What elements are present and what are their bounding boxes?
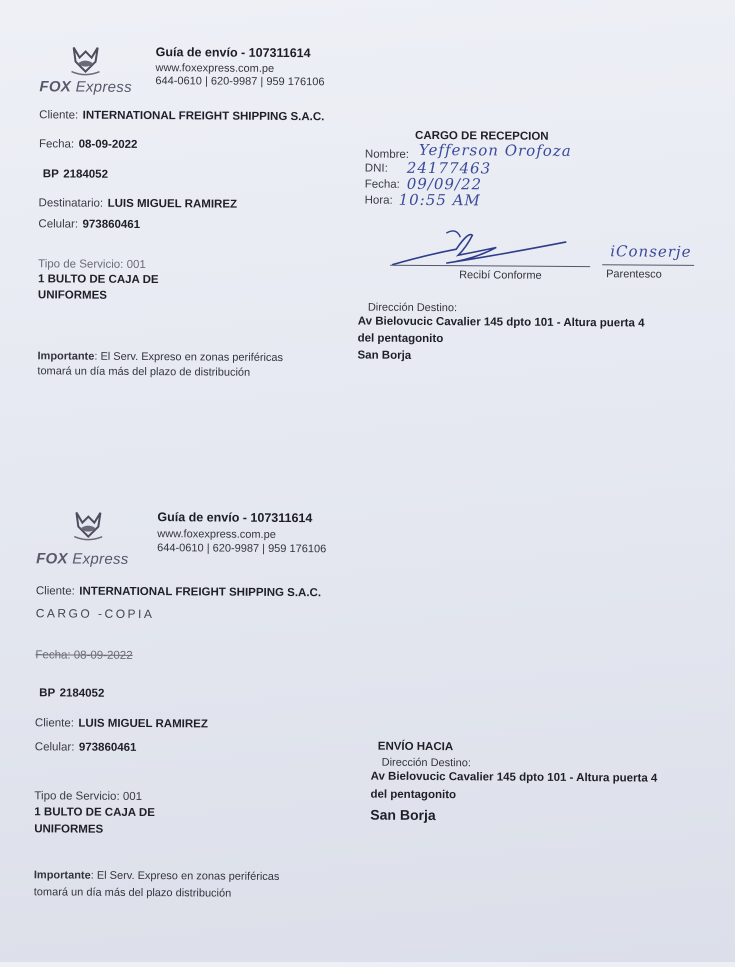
reception-dni-handwritten: 24177463 <box>406 158 492 178</box>
destination-address-1: Av Bielovucic Cavalier 145 dpto 101 - Altura puerta 4 <box>357 315 645 330</box>
important-note-1-copy <box>34 869 280 883</box>
destination-address-2: del pentagonito <box>357 332 444 346</box>
bp-row-copy <box>39 683 104 701</box>
ship-to-label: ENVÍO HACIA <box>377 740 454 754</box>
reception-name-handwritten: Yefferson Orofoza <box>418 140 572 160</box>
guide-title: Guía de envío - 107311614 <box>155 45 311 61</box>
guide-title-copy: Guía de envío - 107311614 <box>157 510 313 526</box>
bp-row <box>43 164 108 182</box>
phone-value: 973860461 <box>82 218 141 231</box>
reception-name-label: Nombre: <box>364 148 410 161</box>
bp-label: BP <box>42 168 59 181</box>
service-label-copy: Tipo de Servicio: <box>34 790 120 803</box>
reception-date-label: Fecha: <box>364 178 400 191</box>
phone-value-copy: 973860461 <box>78 741 137 754</box>
recipient-label-copy: Cliente: <box>34 717 74 730</box>
service-row <box>38 258 146 271</box>
service-row-copy <box>34 790 142 803</box>
guide-website: www.foxexpress.com.pe <box>155 62 275 75</box>
recipient-name-copy: LUIS MIGUEL RAMIREZ <box>78 717 208 731</box>
guide-phones: 644-0610 | 620-9987 | 959 176106 <box>155 75 325 89</box>
service-description-2: UNIFORMES <box>37 289 107 302</box>
brand-logo-text-copy <box>36 550 129 568</box>
phone-label-copy: Celular: <box>34 741 75 754</box>
relation-line <box>602 264 694 266</box>
destination-district: San Borja <box>357 349 412 362</box>
important-text-1-copy: : El Serv. Expreso en zonas periféricas <box>90 869 280 883</box>
service-description-2-copy: UNIFORMES <box>34 823 104 836</box>
sender-name-copy: INTERNATIONAL FREIGHT SHIPPING S.A.C. <box>79 585 322 600</box>
important-label: Importante <box>37 350 95 363</box>
brand-name-italic-copy: Express <box>72 550 129 568</box>
phone-row <box>38 214 140 233</box>
recipient-row-copy <box>35 713 208 732</box>
date-row-copy <box>35 649 132 662</box>
important-note-2: tomará un día más del plazo de distribución <box>37 365 251 379</box>
reception-date-handwritten: 09/09/22 <box>406 174 483 194</box>
recipient-name: LUIS MIGUEL RAMIREZ <box>107 197 238 211</box>
brand-name-bold: FOX <box>39 78 72 96</box>
reception-title: CARGO DE RECEPCION <box>415 129 549 143</box>
service-code: 001 <box>126 258 146 272</box>
top-guide-section <box>0 0 735 379</box>
important-label-copy: Importante <box>33 869 91 882</box>
destination-label-copy: Dirección Destino: <box>381 756 471 770</box>
relation-handwritten: iConserje <box>610 242 692 261</box>
recipient-row <box>39 193 238 212</box>
reception-time-label: Hora: <box>364 194 393 207</box>
sender-row-copy <box>36 581 321 601</box>
phone-row-copy <box>35 737 137 756</box>
service-description-1-copy: 1 BULTO DE CAJA DE <box>34 806 155 820</box>
bp-value: 2184052 <box>63 168 109 181</box>
brand-name-bold-copy: FOX <box>36 550 68 568</box>
sender-row <box>39 105 324 125</box>
date-value: 08-09-2022 <box>78 138 138 151</box>
brand-logo-text <box>39 78 132 96</box>
recipient-label: Destinatario: <box>38 197 104 210</box>
bp-value-copy: 2184052 <box>59 687 105 700</box>
fox-head-icon <box>67 43 103 77</box>
important-text-1: : El Serv. Expreso en zonas periféricas <box>94 350 284 364</box>
date-row <box>39 134 138 153</box>
reception-dni-label: DNI: <box>364 162 388 175</box>
sender-label-copy: Cliente: <box>35 585 75 598</box>
destination-district-copy: San Borja <box>370 806 436 824</box>
relation-label: Parentesco <box>606 268 662 281</box>
important-note-1 <box>37 350 283 364</box>
sender-name: INTERNATIONAL FREIGHT SHIPPING S.A.C. <box>82 109 325 124</box>
reception-time-handwritten: 10:55 AM <box>398 190 481 210</box>
sender-label: Cliente: <box>39 109 79 122</box>
important-note-2-copy: tomará un día más del plazo distribución <box>33 886 232 900</box>
service-description-1: 1 BULTO DE CAJA DE <box>38 273 159 287</box>
destination-address-1-copy: Av Bielovucic Cavalier 145 dpto 101 - Altura puerta 4 <box>370 770 658 785</box>
destination-address-2-copy: del pentagonito <box>370 788 457 802</box>
service-label: Tipo de Servicio: <box>38 258 124 271</box>
copy-stamp: CARGO -COPIA <box>35 606 155 622</box>
destination-label: Dirección Destino: <box>367 301 458 315</box>
bp-label-copy: BP <box>39 687 56 700</box>
date-label: Fecha: <box>38 138 75 151</box>
received-label: Recibí Conforme <box>459 269 542 282</box>
phone-label: Celular: <box>38 218 79 231</box>
brand-name-italic: Express <box>75 78 132 96</box>
date-value-copy: 08-09-2022 <box>73 649 133 662</box>
service-code-copy: 001 <box>122 790 143 804</box>
guide-website-copy: www.foxexpress.com.pe <box>157 528 276 541</box>
date-label-copy: Fecha: <box>35 649 71 662</box>
guide-phones-copy: 644-0610 | 620-9987 | 959 176106 <box>157 542 327 556</box>
fox-head-icon-copy <box>70 509 106 543</box>
